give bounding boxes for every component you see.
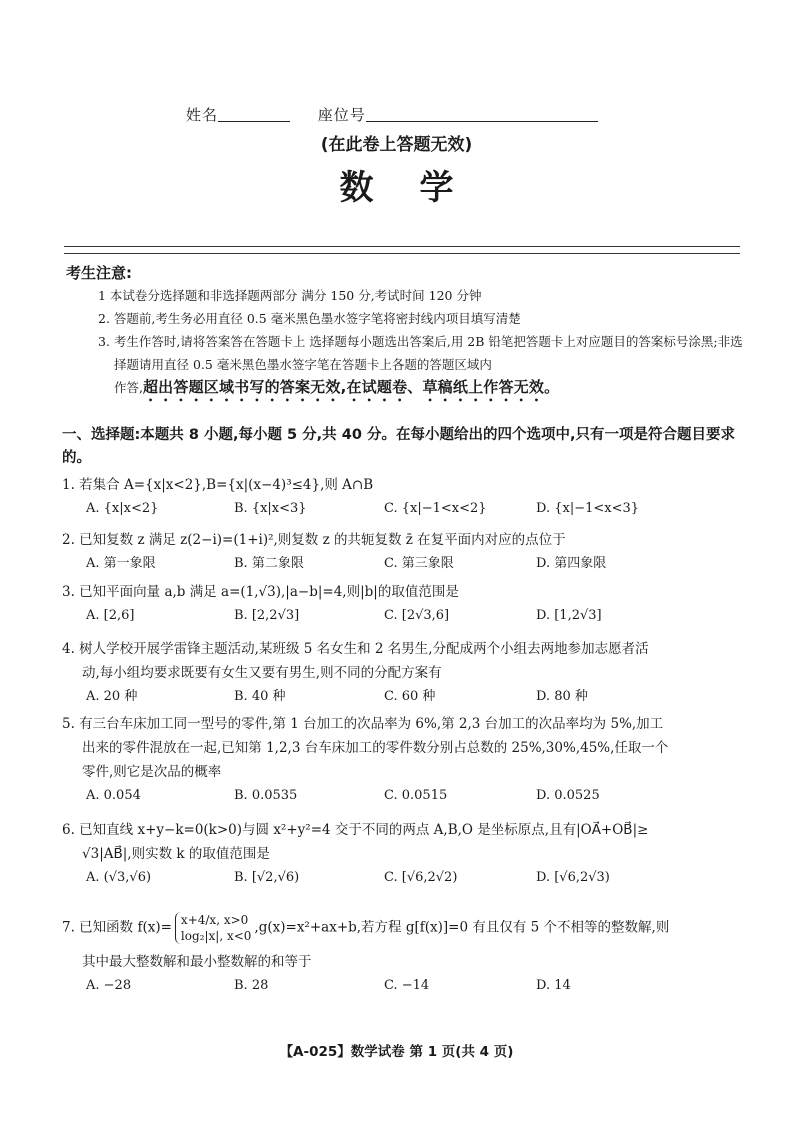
question-4	[62, 637, 752, 709]
question-stem-suffix: ,g(x)=x²+ax+b,若方程 g[f(x)]=0 有且仅有 5 个不相等的整数解,则	[254, 919, 670, 936]
page-footer: 【A-025】数学试卷 第 1 页(共 4 页)	[279, 1044, 514, 1060]
option-c: C. [2√3,6]	[384, 608, 450, 623]
piece-case-2: log₂|x|, x<0	[180, 929, 252, 943]
note-item	[98, 330, 746, 405]
option-row	[62, 604, 752, 628]
note-item: 2. 答题前,考生务必用直径 0.5 毫米黑色墨水签字笔将密封线内项目填写清楚	[98, 311, 521, 326]
question-stem: 3. 已知平面向量 a,b 满足 a=(1,√3),|a−b|=4,则|b|的取值范围是	[62, 584, 459, 600]
question-stem: 6. 已知直线 x+y−k=0(k>0)与圆 x²+y²=4 交于不同的两点 A,B,O 是坐标原点,且有|OA⃗+OB⃗|≥	[62, 822, 649, 838]
option-d: D. [√6,2√3)	[536, 870, 610, 885]
notes-list	[98, 284, 746, 405]
option-d: D. 0.0525	[536, 788, 600, 803]
question-stem-continued: 其中最大整数解和最小整数解的和等于	[82, 954, 312, 970]
option-a: A. (√3,√6)	[86, 870, 152, 885]
subject-title: 数学	[339, 168, 500, 208]
question-3	[62, 580, 752, 628]
option-c: C. 60 种	[384, 689, 436, 704]
question-2	[62, 528, 752, 576]
notes-title: 考生注意:	[66, 264, 132, 282]
option-d: D. 14	[536, 978, 571, 993]
piece-case-1: x+4/x, x>0	[180, 913, 249, 927]
option-b: B. [√2,√6)	[234, 870, 300, 885]
question-5	[62, 712, 752, 808]
question-6	[62, 818, 752, 890]
question-stem-prefix: 7. 已知函数 f(x)=	[62, 919, 172, 936]
name-label: 姓名	[186, 106, 219, 124]
question-stem	[62, 912, 752, 944]
note-item: 1 本试卷分选择题和非选择题两部分 满分 150 分,考试时间 120 分钟	[98, 288, 482, 303]
question-stem: 1. 若集合 A={x|x<2},B={x|(x−4)³≤4},则 A∩B	[62, 477, 374, 493]
option-row	[62, 552, 752, 576]
option-b: B. 第二象限	[234, 556, 304, 571]
question-1	[62, 473, 752, 521]
question-stem: 2. 已知复数 z 满足 z(2−i)=(1+i)²,则复数 z 的共轭复数 z̄ 在复平面内对应的点位于	[62, 532, 566, 548]
question-stem: 4. 树人学校开展学雷锋主题活动,某班级 5 名女生和 2 名男生,分配成两个小组去两地参加志愿者活	[62, 641, 649, 657]
question-stem: 5. 有三台车床加工同一型号的零件,第 1 台加工的次品率为 6%,第 2,3 台加工的次品率均为 5%,加工	[62, 716, 664, 732]
option-d: D. 第四象限	[536, 556, 607, 571]
option-c: C. −14	[384, 978, 430, 993]
option-d: D. 80 种	[536, 689, 588, 704]
question-stem-continued: √3|AB⃗|,则实数 k 的取值范围是	[82, 846, 270, 862]
option-row	[62, 497, 752, 521]
name-blank	[218, 121, 290, 122]
question-stem-continued: 出来的零件混放在一起,已知第 1,2,3 台车床加工的零件数分别占总数的 25%,30%,45%,任取一个	[82, 740, 669, 756]
option-a: A. −28	[86, 978, 132, 993]
option-b: B. 0.0535	[234, 788, 298, 803]
option-a: A. 第一象限	[86, 556, 156, 571]
option-row	[62, 685, 752, 709]
option-a: A. 20 种	[86, 689, 138, 704]
option-a: A. {x|x<2}	[86, 501, 159, 516]
option-a: A. [2,6]	[86, 608, 135, 623]
note-emphasis: 超出答题区域书写的答案无效,在试题卷、草稿纸上作答无效。	[142, 378, 560, 396]
name-seat-row	[186, 104, 598, 125]
seat-label: 座位号	[317, 106, 366, 124]
option-row	[62, 866, 752, 890]
seat-blank	[366, 121, 598, 122]
question-stem-continued: 零件,则它是次品的概率	[82, 764, 222, 780]
section-heading: 一、选择题:本题共 8 小题,每小题 5 分,共 40 分。在每小题给出的四个选项中,只有一项是符合题目要求的。	[62, 427, 735, 466]
option-b: B. 40 种	[234, 689, 286, 704]
option-c: C. 0.0515	[384, 788, 448, 803]
option-row	[62, 784, 752, 808]
question-7	[62, 912, 752, 998]
question-stem-continued: 动,每小组均要求既要有女生又要有男生,则不同的分配方案有	[82, 665, 442, 681]
option-b: B. [2,2√3]	[234, 608, 300, 623]
option-d: D. {x|−1<x<3}	[536, 501, 640, 516]
option-c: C. {x|−1<x<2}	[384, 501, 487, 516]
option-a: A. 0.054	[86, 788, 141, 803]
option-c: C. 第三象限	[384, 556, 454, 571]
option-c: C. [√6,2√2)	[384, 870, 458, 885]
invalid-notice: (在此卷上答题无效)	[320, 135, 473, 155]
piecewise-function	[175, 912, 252, 944]
option-b: B. 28	[234, 978, 269, 993]
option-row	[62, 974, 752, 998]
option-d: D. [1,2√3]	[536, 608, 602, 623]
note-item-tail: 作答,	[114, 380, 143, 395]
header-divider	[64, 246, 740, 254]
note-item-text: 3. 考生作答时,请将答案答在答题卡上 选择题每小题选出答案后,用 2B 铅笔把答题卡上对应题目的答案标号涂黑;非选择题请用直径 0.5 毫米黑色墨水签字笔在答题卡上各题的答题区域内	[98, 334, 743, 372]
option-b: B. {x|x<3}	[234, 501, 307, 516]
